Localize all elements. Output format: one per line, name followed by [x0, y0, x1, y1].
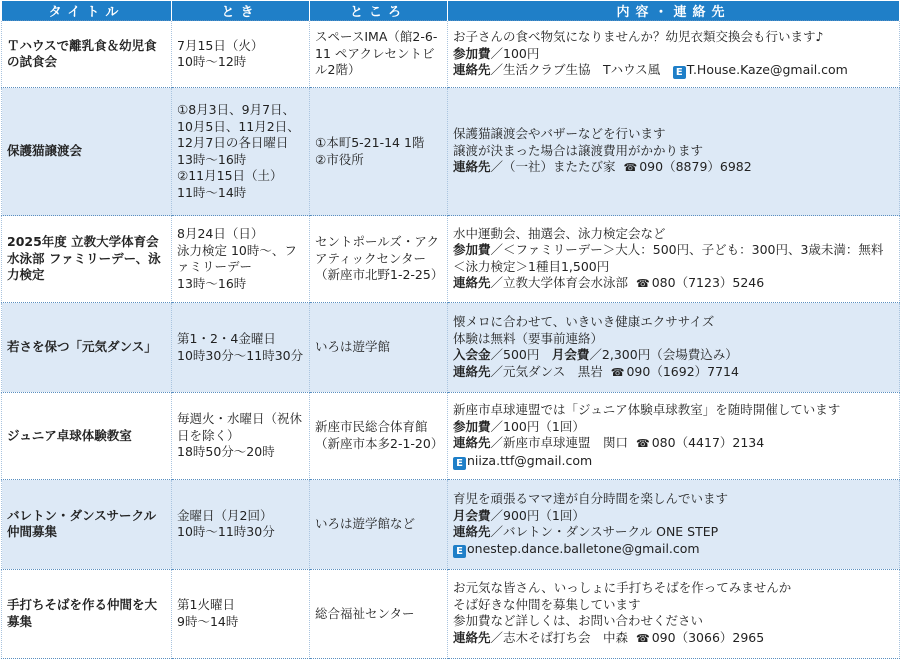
phone-number[interactable]: 090（1692）7714	[626, 363, 739, 379]
phone-icon: ☎	[610, 365, 625, 379]
table-row	[2, 21, 900, 88]
event-where: 総合福祉センター	[310, 569, 448, 658]
event-content: 育児を頑張るママ達が自分時間を楽しんでいます 月会費／900円（1回） 連絡先／バレトン・ダンスサークル ONE STEP E onestep.dance.balletone@gmail.com	[448, 480, 900, 569]
table-header-row	[2, 1, 900, 21]
event-where: ①本町5-21-14 1階 ②市役所	[310, 88, 448, 216]
phone-icon: ☎	[623, 161, 638, 175]
phone-number[interactable]: 090（8879）6982	[639, 159, 752, 175]
email-link[interactable]: T.House.Kaze@gmail.com	[686, 62, 848, 78]
event-when: 第1・2・4金曜日 10時30分〜11時30分	[172, 303, 310, 392]
event-content: 新座市卓球連盟では「ジュニア体験卓球教室」を随時開催しています 参加費／100円（1回） 連絡先／新座市卓球連盟 関口 ☎ 080（4417）2134 E niiza.ttf@gmail.com	[448, 392, 900, 479]
event-where: 新座市民総合体育館（新座市本多2-1-20）	[310, 392, 448, 479]
event-content: 保護猫譲渡会やバザーなどを行います 譲渡が決まった場合は譲渡費用がかかります 連絡先／（一社）またたび家 ☎ 090（8879）6982	[448, 88, 900, 216]
phone-icon: ☎	[636, 631, 650, 645]
email-icon: E	[453, 545, 466, 558]
phone-number[interactable]: 080（4417）2134	[651, 435, 765, 451]
event-when: ①8月3日、9月7日、10月5日、11月2日、12月7日の各日曜日 13時〜16時 ②11月15日（土） 11時〜14時	[172, 88, 310, 216]
event-when: 8月24日（日） 泳力検定 10時〜、ファミリーデー 13時〜16時	[172, 216, 310, 303]
event-title: Ｔハウスで離乳食＆幼児食の試食会	[2, 21, 172, 88]
table-row	[2, 480, 900, 569]
event-when: 金曜日（月2回） 10時〜11時30分	[172, 480, 310, 569]
event-title: 2025年度 立教大学体育会水泳部 ファミリーデー、泳力検定	[2, 216, 172, 303]
email-link[interactable]: niiza.ttf@gmail.com	[467, 452, 593, 468]
table-row	[2, 569, 900, 658]
header-title: タイトル	[2, 1, 172, 21]
event-content: お元気な皆さん、いっしょに手打ちそばを作ってみませんか そば好きな仲間を募集しています 参加費など詳しくは、お問い合わせください 連絡先／志木そば打ち会 中森 ☎ 090（3066）2965	[448, 569, 900, 658]
event-title: 保護猫譲渡会	[2, 88, 172, 216]
table-row	[2, 216, 900, 303]
event-title: バレトン・ダンスサークル仲間募集	[2, 480, 172, 569]
event-where: スペースIMA（館2-6-11 ペアクレセントビル2階）	[310, 21, 448, 88]
phone-number[interactable]: 090（3066）2965	[651, 629, 765, 645]
event-where: いろは遊学館など	[310, 480, 448, 569]
email-link[interactable]: onestep.dance.balletone@gmail.com	[467, 540, 700, 556]
event-content: お子さんの食べ物気になりませんか？幼児衣類交換会も行います♪ 参加費／100円 連絡先／生活クラブ生協 Tハウス風 E T.House.Kaze@gmail.com	[448, 21, 900, 88]
phone-icon: ☎	[636, 437, 650, 451]
event-where: セントポールズ・アクアティックセンター（新座市北野1-2-25）	[310, 216, 448, 303]
table-row	[2, 303, 900, 392]
event-when: 第1火曜日 9時〜14時	[172, 569, 310, 658]
event-where: いろは遊学館	[310, 303, 448, 392]
header-where: ところ	[310, 1, 448, 21]
event-title: 手打ちそばを作る仲間を大募集	[2, 569, 172, 658]
table-row	[2, 88, 900, 216]
phone-number[interactable]: 080（7123）5246	[651, 275, 765, 291]
event-title: 若さを保つ「元気ダンス」	[2, 303, 172, 392]
event-when: 7月15日（火） 10時〜12時	[172, 21, 310, 88]
event-content: 水中運動会、抽選会、泳力検定会など 参加費／＜ファミリーデー＞大人：500円、子ども：300円、3歳未満：無料 ＜泳力検定＞1種目1,500円 連絡先／立教大学体育会水泳部 ☎ 080（7123）5246	[448, 216, 900, 303]
events-table	[1, 1, 900, 659]
header-when: とき	[172, 1, 310, 21]
header-content: 内容・連絡先	[448, 1, 900, 21]
email-icon: E	[673, 66, 686, 79]
email-icon: E	[453, 457, 466, 470]
event-when: 毎週火・水曜日（祝休日を除く） 18時50分〜20時	[172, 392, 310, 479]
phone-icon: ☎	[636, 277, 650, 291]
table-row	[2, 392, 900, 479]
event-content: 懐メロに合わせて、いきいき健康エクササイズ 体験は無料（要事前連絡） 入会金／500円 月会費／2,300円（会場費込み） 連絡先／元気ダンス 黒岩 ☎ 090（1692）7714	[448, 303, 900, 392]
event-title: ジュニア卓球体験教室	[2, 392, 172, 479]
